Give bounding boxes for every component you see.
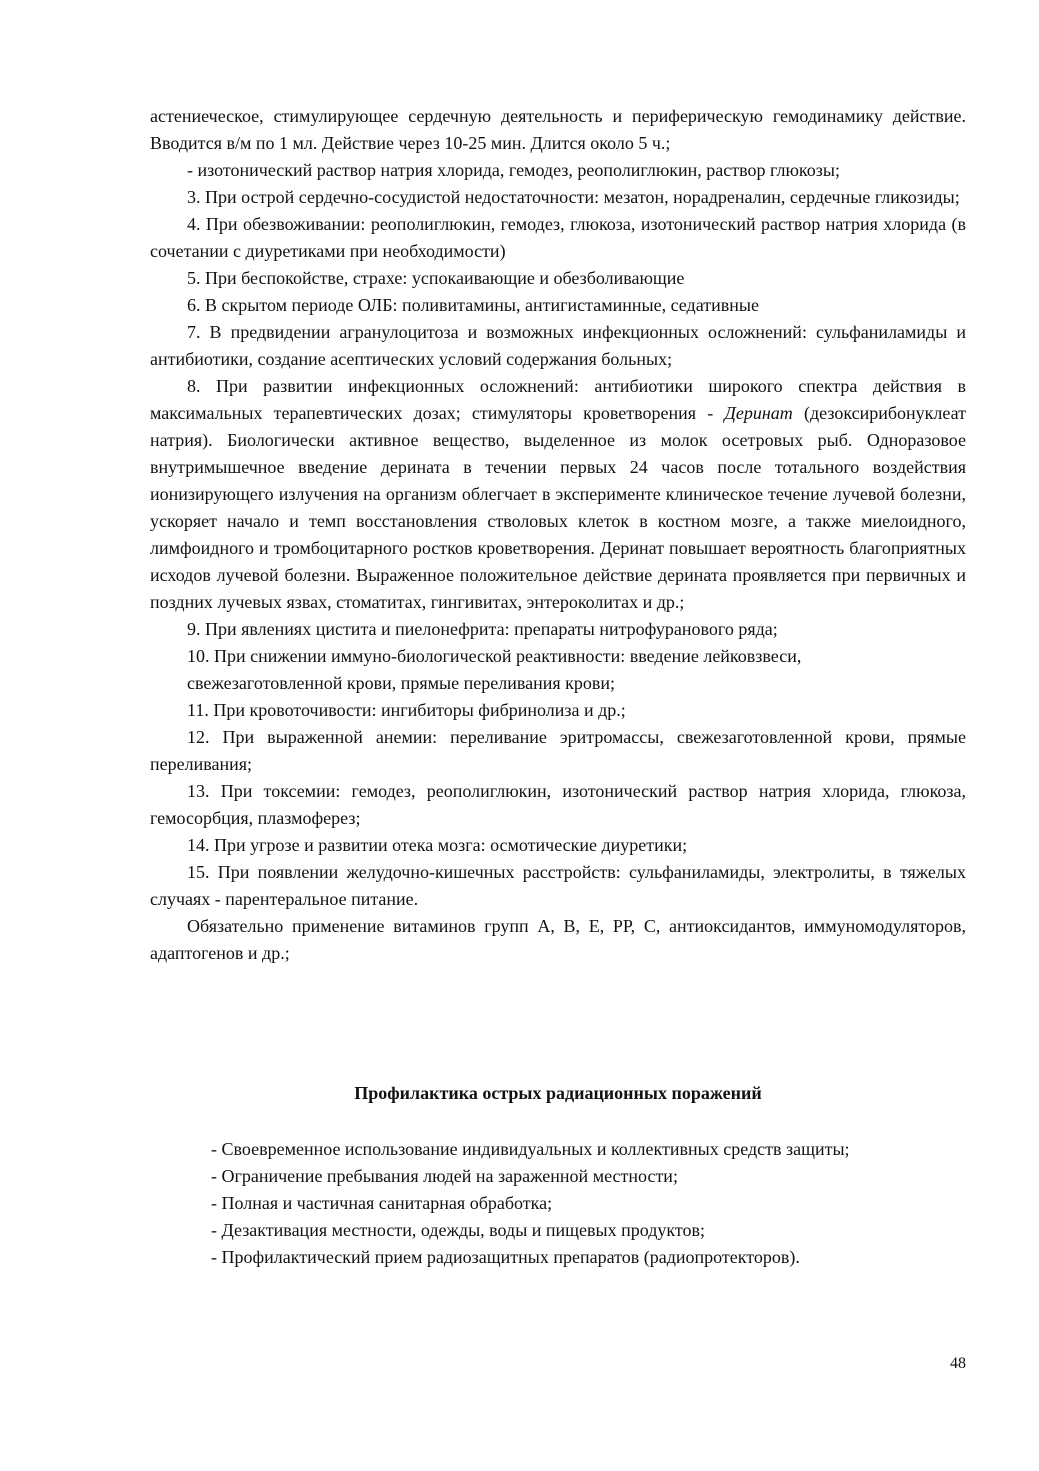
list-item: - Своевременное использование индивидуальных и коллективных средств защиты; xyxy=(211,1139,850,1159)
paragraph-item-9: 9. При явлениях цистита и пиелонефрита: препараты нитрофуранового ряда; xyxy=(187,619,778,639)
derinat-term: Деринат xyxy=(724,403,793,423)
paragraph-item-12: 12. При выраженной анемии: переливание эритромассы, свежезаготовленной крови, прямые переливания; xyxy=(150,727,966,774)
paragraph-item-10-line1: 10. При снижении иммуно-биологической реактивности: введение лейковзвеси, xyxy=(187,646,802,666)
prevention-list xyxy=(211,1136,971,1271)
paragraph-item-4: 4. При обезвоживании: реополиглюкин, гемодез, глюкоза, изотонический раствор натрия хлорида (в сочетании с диуретиками при необходимости) xyxy=(150,214,966,261)
paragraph-item-11: 11. При кровоточивости: ингибиторы фибринолиза и др.; xyxy=(187,700,626,720)
paragraph-item-6: 6. В скрытом периоде ОЛБ: поливитамины, антигистаминные, седативные xyxy=(187,295,759,315)
paragraph-item-13: 13. При токсемии: гемодез, реополиглюкин, изотонический раствор натрия хлорида, глюкоза, гемосорбция, плазмоферез; xyxy=(150,781,966,828)
paragraph-item-8-part1: 8. При развитии инфекционных осложнений: антибиотики широкого спектра действия в максимальных терапевтических дозах; стимуляторы кроветворения - xyxy=(150,376,966,423)
list-item: - Профилактический прием радиозащитных препаратов (радиопротекторов). xyxy=(211,1247,800,1267)
paragraph-item-3: 3. При острой сердечно-сосудистой недостаточности: мезатон, норадреналин, сердечные гликозиды; xyxy=(187,187,960,207)
paragraph-item-5: 5. При беспокойстве, страхе: успокаивающие и обезболивающие xyxy=(187,268,685,288)
paragraph-continuation: астениеческое, стимулирующее сердечную деятельность и периферическую гемодинамику действие. Вводится в/м по 1 мл. Действие через 10-25 мин. Длится около 5 ч.; xyxy=(150,106,966,153)
paragraph-vitamins: Обязательно применение витаминов групп А, В, Е, РР, С, антиоксидантов, иммуномодуляторов, адаптогенов и др.; xyxy=(150,916,966,963)
list-item: - Ограничение пребывания людей на зараженной местности; xyxy=(211,1166,678,1186)
paragraph-item-7: 7. В предвидении агранулоцитоза и возможных инфекционных осложнений: сульфаниламиды и антибиотики, создание асептических условий содержания больных; xyxy=(150,322,966,369)
body-text xyxy=(150,103,966,967)
paragraph-item-8 xyxy=(150,373,966,616)
paragraph-item-15: 15. При появлении желудочно-кишечных расстройств: сульфаниламиды, электролиты, в тяжелых случаях - парентеральное питание. xyxy=(150,862,966,909)
paragraph-item-8-part2: (дезоксирибонуклеат натрия). Биологически активное вещество, выделенное из молок осетровых рыб. Одноразовое внутримышечное введение дерината в течении первых 24 часов после тотального воздействия ионизирующего излучения на организм облегчает в эксперименте клиническое течение лучевой болезни, ускоряет начало и темп восстановления стволовых клеток в костном мозге, а также миелоидного, лимфоидного и тромбоцитарного ростков кроветворения. Деринат повышает вероятность благоприятных исходов лучевой болезни. Выраженное положительное действие дерината проявляется при первичных и поздних лучевых язвах, стоматитах, гингивитах, энтероколитах и др.; xyxy=(150,403,966,612)
paragraph-isotonic-solutions: - изотонический раствор натрия хлорида, гемодез, реополиглюкин, раствор глюкозы; xyxy=(187,160,840,180)
section-heading: Профилактика острых радиационных поражений xyxy=(354,1083,762,1103)
list-item: - Дезактивация местности, одежды, воды и пищевых продуктов; xyxy=(211,1220,706,1240)
list-item: - Полная и частичная санитарная обработка; xyxy=(211,1193,553,1213)
paragraph-item-14: 14. При угрозе и развитии отека мозга: осмотические диуретики; xyxy=(187,835,688,855)
paragraph-item-10-line2: свежезаготовленной крови, прямые переливания крови; xyxy=(187,673,616,693)
page-number: 48 xyxy=(950,1355,966,1372)
